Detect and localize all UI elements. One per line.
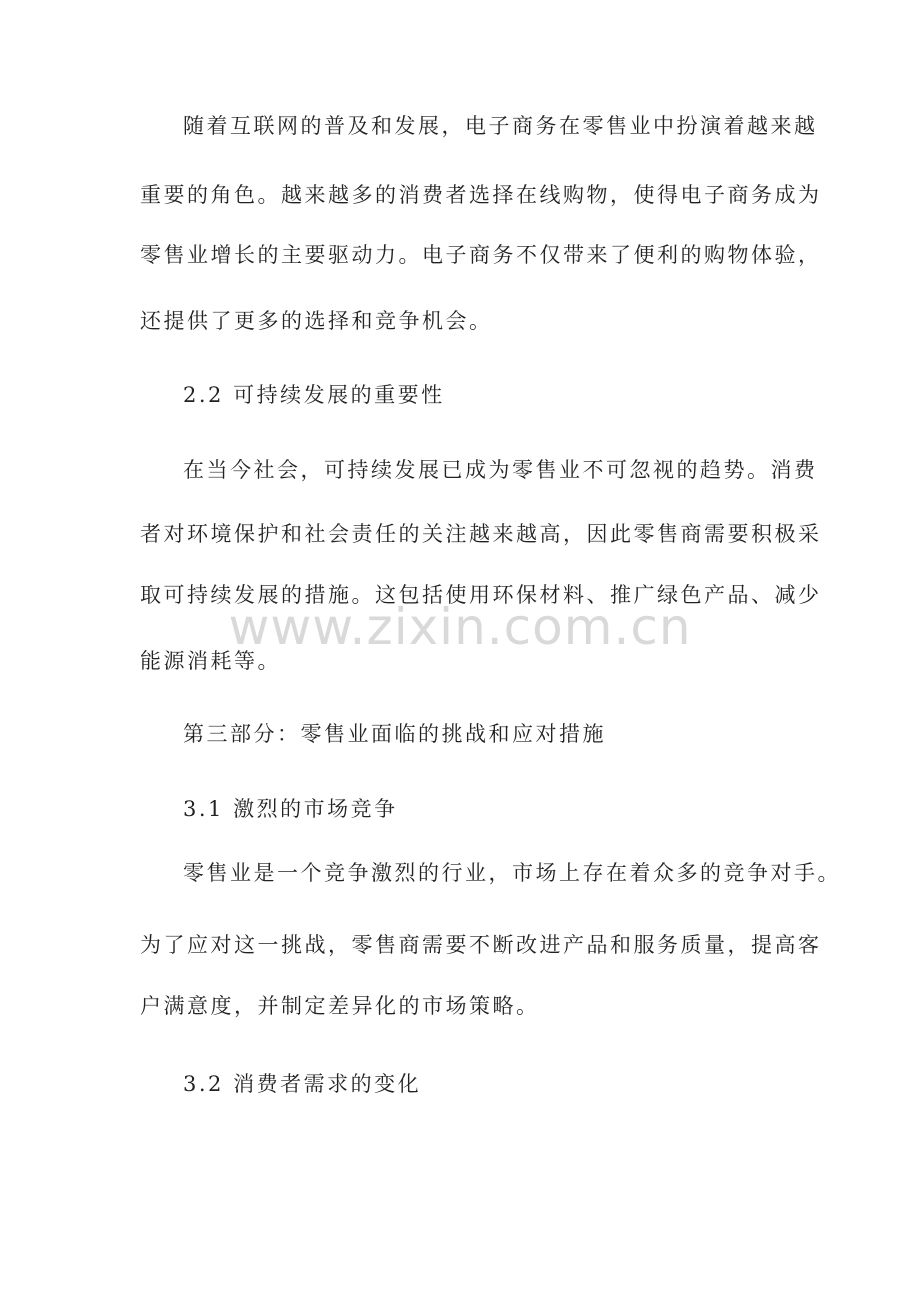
site-watermark: www.zixin.com.cn — [228, 598, 692, 656]
part-heading-3: 第三部分：零售业面临的挑战和应对措施 — [183, 722, 606, 746]
paragraph-line: 者对环境保护和社会责任的关注越来越高，因此零售商需要积极采 — [140, 522, 822, 546]
paragraph-line: 重要的角色。越来越多的消费者选择在线购物，使得电子商务成为 — [140, 183, 822, 207]
section-heading-3-1: 3.1 激烈的市场竞争 — [183, 797, 398, 821]
paragraph-line: 零售业是一个竞争激烈的行业，市场上存在着众多的竞争对手。 — [183, 861, 841, 885]
paragraph-line: 户满意度，并制定差异化的市场策略。 — [140, 994, 540, 1018]
paragraph-line: 取可持续发展的措施。这包括使用环保材料、推广绿色产品、减少 — [140, 583, 822, 607]
paragraph-line: 在当今社会，可持续发展已成为零售业不可忽视的趋势。消费 — [183, 458, 818, 482]
section-heading-2-2: 2.2 可持续发展的重要性 — [183, 383, 445, 407]
paragraph-line: 零售业增长的主要驱动力。电子商务不仅带来了便利的购物体验， — [140, 243, 822, 267]
paragraph-line: 还提供了更多的选择和竞争机会。 — [140, 309, 493, 333]
paragraph-line: 为了应对这一挑战，零售商需要不断改进产品和服务质量，提高客 — [140, 933, 822, 957]
section-heading-3-2: 3.2 消费者需求的变化 — [183, 1072, 422, 1096]
paragraph-line: 随着互联网的普及和发展，电子商务在零售业中扮演着越来越 — [183, 114, 818, 138]
paragraph-line: 能源消耗等。 — [140, 649, 281, 673]
